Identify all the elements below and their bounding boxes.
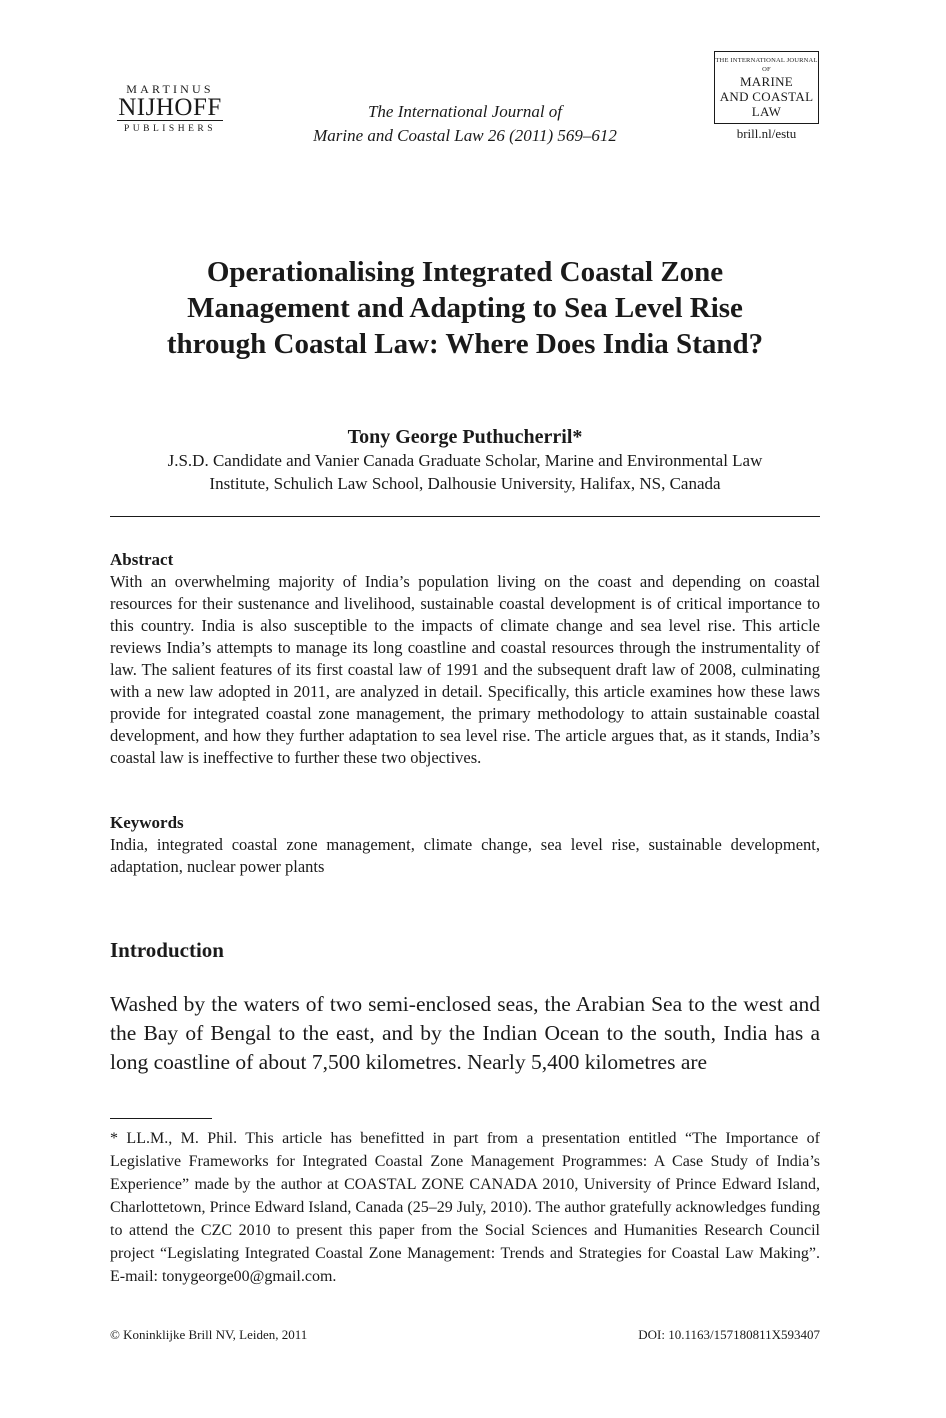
publisher-logo-bottom: PUBLISHERS xyxy=(123,124,216,134)
article-title xyxy=(110,254,820,362)
journal-citation-line1: The International Journal of xyxy=(367,102,563,121)
abstract-heading: Abstract xyxy=(110,550,174,569)
affiliation-line2: Institute, Schulich Law School, Dalhousie University, Halifax, NS, Canada xyxy=(209,474,721,493)
journal-citation xyxy=(280,100,650,148)
introduction-text: Washed by the waters of two semi-enclosed seas, the Arabian Sea to the west and the Bay of Bengal to the east, and by the Indian Ocean to the south, India has a long coastline of about 7,500 kilometres. Nearly 5,400 kilometres are xyxy=(110,992,820,1074)
keywords-heading: Keywords xyxy=(110,813,184,832)
publisher-logo-top: MARTINUS xyxy=(126,82,214,96)
publisher-logo xyxy=(110,82,230,136)
author-affiliation xyxy=(110,449,820,495)
doi-label: DOI: 10.1163/157180811X593407 xyxy=(638,1327,820,1342)
title-divider xyxy=(110,516,820,517)
journal-citation-line2: Marine and Coastal Law 26 (2011) 569–612 xyxy=(313,126,617,145)
introduction-heading: Introduction xyxy=(110,938,224,962)
journal-logo-line3: AND COASTAL xyxy=(719,89,814,104)
journal-logo-line1: THE INTERNATIONAL JOURNAL OF xyxy=(715,57,818,73)
keywords-text: India, integrated coastal zone management, climate change, sea level rise, sustainable development, adaptation, nuclear power plants xyxy=(110,835,820,876)
article-title-line2: Management and Adapting to Sea Level Rise xyxy=(187,292,743,324)
footnote-divider xyxy=(110,1118,212,1119)
journal-logo-line4: LAW xyxy=(751,104,782,119)
affiliation-line1: J.S.D. Candidate and Vanier Canada Graduate Scholar, Marine and Environmental Law xyxy=(167,451,763,470)
journal-logo-box xyxy=(714,51,819,124)
article-title-line3: through Coastal Law: Where Does India Stand? xyxy=(166,328,764,360)
article-title-line1: Operationalising Integrated Coastal Zone xyxy=(206,256,724,288)
abstract-text: With an overwhelming majority of India’s population living on the coast and depending on coastal resources for their sustenance and livelihood, sustainable coastal development is of critical importance to this country. India is also susceptible to the impacts of climate change and sea level rise. This article reviews India’s attempts to manage its long coastline and coastal resources through the instrumentality of law. The salient features of its first coastal law of 1991 and the subsequent draft law of 2008, culminating with a new law adopted in 2011, are analyzed in detail. Specifically, this article examines how these laws provide for integrated coastal zone management, the primary methodology to attain sustainable coastal development, and how they further adaptation to sea level rise. The article argues that, as it stands, India’s coastal law is ineffective to further these two objectives. xyxy=(110,572,820,767)
author-name: Tony George Puthucherril* xyxy=(347,426,583,448)
journal-logo-line2: MARINE xyxy=(739,74,794,89)
copyright-notice: © Koninklijke Brill NV, Leiden, 2011 xyxy=(110,1327,308,1342)
publisher-logo-main: NIJHOFF xyxy=(118,94,222,121)
footnote-text: * LL.M., M. Phil. This article has benefitted in part from a presentation entitled “The Importance of Legislative Frameworks for Integrated Coastal Zone Management Programmes: A Case Study of India’s Experience” made by the author at COASTAL ZONE CANADA 2010, University of Prince Edward Island, Charlottetown, Prince Edward Island, Canada (25–29 July, 2010). The author gratefully acknowledges funding to attend the CZC 2010 to present this paper from the Social Sciences and Humanities Research Council project “Legislating Integrated Coastal Zone Management: Trends and Strategies for Coastal Law Making”. E-mail: tonygeorge00@gmail.com. xyxy=(110,1130,820,1285)
journal-url: brill.nl/estu xyxy=(736,126,797,141)
